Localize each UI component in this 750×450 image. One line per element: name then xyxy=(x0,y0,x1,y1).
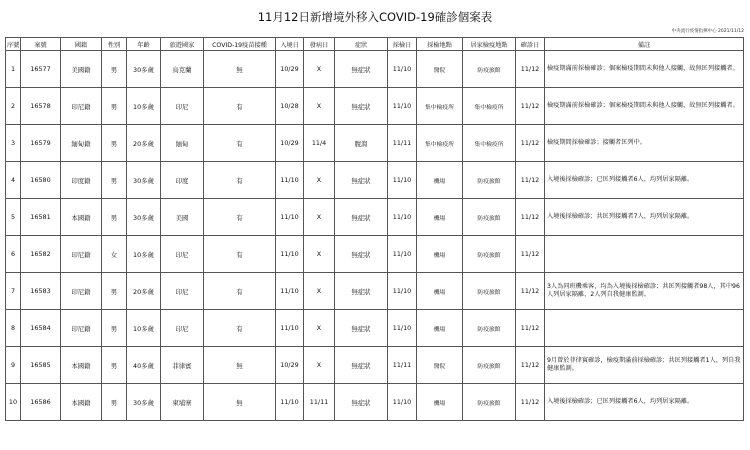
cell-case-no: 16578 xyxy=(21,88,61,125)
cell-test-site: 機場 xyxy=(417,310,463,347)
cell-onset-date: X xyxy=(304,273,335,310)
cell-seq: 7 xyxy=(6,273,21,310)
cell-case-no: 16580 xyxy=(21,162,61,199)
cell-vaccine: 無 xyxy=(204,51,276,88)
cell-age: 10多歲 xyxy=(127,310,161,347)
cell-remark: 9月曾於菲律賓確診，檢疫期滿前採檢確診；共匡列接觸者1人，列自我健康監測。 xyxy=(545,347,744,384)
cell-seq: 4 xyxy=(6,162,21,199)
table-row xyxy=(6,384,744,421)
cell-confirm-date: 11/12 xyxy=(516,384,545,421)
cell-case-no: 16577 xyxy=(21,51,61,88)
cell-test-site: 機場 xyxy=(417,236,463,273)
cell-age: 30多歲 xyxy=(127,51,161,88)
cell-onset-date: X xyxy=(304,236,335,273)
header-test-date: 採檢日 xyxy=(388,38,417,51)
cell-test-date: 11/11 xyxy=(388,125,417,162)
cell-confirm-date: 11/12 xyxy=(516,162,545,199)
table-row xyxy=(6,88,744,125)
cell-nationality: 印尼籍 xyxy=(61,310,102,347)
cell-test-site: 集中檢疫所 xyxy=(417,125,463,162)
cell-nationality: 美國籍 xyxy=(61,51,102,88)
cell-quarantine-site: 防疫旅館 xyxy=(463,199,516,236)
cell-remark: 3人為同班機乘客，均為入境後採檢確診；共匡列接觸者98人，其中96人列居家隔離，2人列自我健康監測。 xyxy=(545,273,744,310)
cell-onset-date: X xyxy=(304,199,335,236)
cell-sex: 男 xyxy=(102,51,127,88)
cell-test-site: 機場 xyxy=(417,273,463,310)
header-test-site: 採檢地點 xyxy=(417,38,463,51)
page-title: 11月12日新增境外移入COVID-19確診個案表 xyxy=(257,10,493,24)
cell-entry-date: 11/10 xyxy=(276,310,304,347)
case-table xyxy=(5,37,744,421)
cell-test-site: 醫院 xyxy=(417,51,463,88)
cell-nationality: 印度籍 xyxy=(61,162,102,199)
cell-sex: 男 xyxy=(102,273,127,310)
cell-confirm-date: 11/12 xyxy=(516,273,545,310)
header-onset-date: 發病日 xyxy=(304,38,335,51)
cell-vaccine: 無 xyxy=(204,347,276,384)
cell-symptom: 腹瀉 xyxy=(335,125,388,162)
cell-entry-date: 11/10 xyxy=(276,384,304,421)
table-header-row xyxy=(6,38,744,51)
header-case-no: 案號 xyxy=(21,38,61,51)
table-row xyxy=(6,51,744,88)
cell-symptom: 無症狀 xyxy=(335,273,388,310)
cell-entry-date: 10/29 xyxy=(276,51,304,88)
cell-test-date: 11/10 xyxy=(388,88,417,125)
cell-vaccine: 有 xyxy=(204,199,276,236)
header-vaccine: COVID-19疫苗接種 xyxy=(204,38,276,51)
cell-vaccine: 有 xyxy=(204,273,276,310)
cell-test-site: 機場 xyxy=(417,162,463,199)
cell-travel-country: 緬甸 xyxy=(161,125,204,162)
cell-symptom: 無症狀 xyxy=(335,88,388,125)
cell-test-date: 11/10 xyxy=(388,236,417,273)
cell-entry-date: 11/10 xyxy=(276,236,304,273)
cell-nationality: 印尼籍 xyxy=(61,88,102,125)
cell-case-no: 16586 xyxy=(21,384,61,421)
cell-test-date: 11/11 xyxy=(388,347,417,384)
cell-age: 30多歲 xyxy=(127,199,161,236)
cell-onset-date: 11/11 xyxy=(304,384,335,421)
cell-vaccine: 有 xyxy=(204,88,276,125)
cell-sex: 男 xyxy=(102,125,127,162)
header-confirm-date: 確診日 xyxy=(516,38,545,51)
cell-nationality: 本國籍 xyxy=(61,384,102,421)
cell-test-date: 11/10 xyxy=(388,273,417,310)
cell-symptom: 無症狀 xyxy=(335,384,388,421)
cell-sex: 男 xyxy=(102,88,127,125)
cell-vaccine: 有 xyxy=(204,125,276,162)
cell-confirm-date: 11/12 xyxy=(516,199,545,236)
cell-vaccine: 有 xyxy=(204,236,276,273)
cell-age: 30多歲 xyxy=(127,162,161,199)
header-seq: 序號 xyxy=(6,38,21,51)
cell-vaccine: 有 xyxy=(204,310,276,347)
cell-remark: 入境後採檢確診；共匡列接觸者7人，均列居家隔離。 xyxy=(545,199,744,236)
cell-travel-country: 印尼 xyxy=(161,273,204,310)
cell-sex: 男 xyxy=(102,199,127,236)
cell-remark: 入境後採檢確診；已匡列接觸者6人，均列居家隔離。 xyxy=(545,384,744,421)
header-travel-country: 旅遊國家 xyxy=(161,38,204,51)
cell-seq: 1 xyxy=(6,51,21,88)
cell-age: 10多歲 xyxy=(127,236,161,273)
header-age: 年齡 xyxy=(127,38,161,51)
cell-confirm-date: 11/12 xyxy=(516,125,545,162)
cell-onset-date: X xyxy=(304,347,335,384)
header-entry-date: 入境日 xyxy=(276,38,304,51)
cell-quarantine-site: 防疫旅館 xyxy=(463,310,516,347)
cell-quarantine-site: 防疫旅館 xyxy=(463,51,516,88)
cell-test-date: 11/10 xyxy=(388,51,417,88)
cell-travel-country: 美國 xyxy=(161,199,204,236)
cell-onset-date: X xyxy=(304,162,335,199)
cell-confirm-date: 11/12 xyxy=(516,310,545,347)
cell-sex: 男 xyxy=(102,162,127,199)
cell-travel-country: 柬埔寨 xyxy=(161,384,204,421)
cell-test-date: 11/10 xyxy=(388,384,417,421)
cell-symptom: 無症狀 xyxy=(335,236,388,273)
cell-confirm-date: 11/12 xyxy=(516,347,545,384)
cell-onset-date: X xyxy=(304,88,335,125)
cell-test-site: 集中檢疫所 xyxy=(417,88,463,125)
cell-symptom: 無症狀 xyxy=(335,162,388,199)
cell-age: 20多歲 xyxy=(127,125,161,162)
cell-quarantine-site: 防疫旅館 xyxy=(463,347,516,384)
cell-nationality: 本國籍 xyxy=(61,347,102,384)
header-quarantine-site: 居家檢疫地點 xyxy=(463,38,516,51)
cell-age: 10多歲 xyxy=(127,88,161,125)
header-sex: 性別 xyxy=(102,38,127,51)
cell-remark: 檢疫期滿前採檢確診；個案檢疫期間未與他人接觸，故無匡列接觸者。 xyxy=(545,51,744,88)
cell-entry-date: 10/28 xyxy=(276,88,304,125)
cell-confirm-date: 11/12 xyxy=(516,88,545,125)
cell-test-site: 機場 xyxy=(417,384,463,421)
cell-seq: 3 xyxy=(6,125,21,162)
table-row xyxy=(6,162,744,199)
cell-case-no: 16579 xyxy=(21,125,61,162)
cell-test-date: 11/10 xyxy=(388,162,417,199)
cell-vaccine: 無 xyxy=(204,384,276,421)
cell-symptom: 無症狀 xyxy=(335,51,388,88)
cell-seq: 2 xyxy=(6,88,21,125)
cell-seq: 5 xyxy=(6,199,21,236)
cell-seq: 10 xyxy=(6,384,21,421)
cell-sex: 男 xyxy=(102,347,127,384)
cell-confirm-date: 11/12 xyxy=(516,51,545,88)
cell-test-date: 11/10 xyxy=(388,310,417,347)
table-row xyxy=(6,310,744,347)
cell-case-no: 16583 xyxy=(21,273,61,310)
table-row xyxy=(6,236,744,273)
cell-seq: 9 xyxy=(6,347,21,384)
cell-age: 20多歲 xyxy=(127,273,161,310)
cell-quarantine-site: 防疫旅館 xyxy=(463,236,516,273)
cell-seq: 8 xyxy=(6,310,21,347)
cell-test-site: 醫院 xyxy=(417,347,463,384)
cell-entry-date: 10/29 xyxy=(276,347,304,384)
cell-vaccine: 有 xyxy=(204,162,276,199)
header-nationality: 國籍 xyxy=(61,38,102,51)
cell-travel-country: 印度 xyxy=(161,162,204,199)
cell-age: 40多歲 xyxy=(127,347,161,384)
cell-case-no: 16582 xyxy=(21,236,61,273)
cell-quarantine-site: 防疫旅館 xyxy=(463,273,516,310)
cell-entry-date: 10/29 xyxy=(276,125,304,162)
cell-travel-country: 印尼 xyxy=(161,88,204,125)
header-remark: 備註 xyxy=(545,38,744,51)
cell-remark xyxy=(545,310,744,347)
cell-nationality: 印尼籍 xyxy=(61,273,102,310)
cell-quarantine-site: 集中檢疫所 xyxy=(463,125,516,162)
cell-quarantine-site: 防疫旅館 xyxy=(463,384,516,421)
cell-test-site: 機場 xyxy=(417,199,463,236)
table-row xyxy=(6,199,744,236)
cell-quarantine-site: 集中檢疫所 xyxy=(463,88,516,125)
cell-remark: 入境後採檢確診；已匡列接觸者6人，均列居家隔離。 xyxy=(545,162,744,199)
cell-nationality: 印尼籍 xyxy=(61,236,102,273)
cell-case-no: 16581 xyxy=(21,199,61,236)
cell-symptom: 無症狀 xyxy=(335,347,388,384)
cell-symptom: 無症狀 xyxy=(335,199,388,236)
cell-remark xyxy=(545,236,744,273)
cell-entry-date: 11/10 xyxy=(276,162,304,199)
cell-nationality: 緬甸籍 xyxy=(61,125,102,162)
cell-travel-country: 烏克蘭 xyxy=(161,51,204,88)
cell-test-date: 11/10 xyxy=(388,199,417,236)
cell-onset-date: X xyxy=(304,310,335,347)
cell-entry-date: 11/10 xyxy=(276,199,304,236)
cell-confirm-date: 11/12 xyxy=(516,236,545,273)
cell-symptom: 無症狀 xyxy=(335,310,388,347)
cell-entry-date: 11/10 xyxy=(276,273,304,310)
cell-sex: 男 xyxy=(102,384,127,421)
table-body xyxy=(6,51,744,421)
cell-sex: 女 xyxy=(102,236,127,273)
header-symptom: 症狀 xyxy=(335,38,388,51)
cell-remark: 檢疫期滿前採檢確診；個案檢疫期間未與他人接觸，故無匡列接觸者。 xyxy=(545,88,744,125)
table-row xyxy=(6,347,744,384)
cell-age: 30多歲 xyxy=(127,384,161,421)
cell-sex: 男 xyxy=(102,310,127,347)
cell-case-no: 16584 xyxy=(21,310,61,347)
cell-travel-country: 菲律賓 xyxy=(161,347,204,384)
table-row xyxy=(6,273,744,310)
cell-seq: 6 xyxy=(6,236,21,273)
source-note: 中央流行疫情指揮中心 2021/11/12 xyxy=(671,29,744,34)
cell-onset-date: 11/4 xyxy=(304,125,335,162)
cell-travel-country: 印尼 xyxy=(161,236,204,273)
cell-travel-country: 印尼 xyxy=(161,310,204,347)
cell-case-no: 16585 xyxy=(21,347,61,384)
cell-remark: 檢疫期間採檢確診；接觸者匡列中。 xyxy=(545,125,744,162)
cell-nationality: 本國籍 xyxy=(61,199,102,236)
cell-onset-date: X xyxy=(304,51,335,88)
cell-quarantine-site: 防疫旅館 xyxy=(463,162,516,199)
table-row xyxy=(6,125,744,162)
